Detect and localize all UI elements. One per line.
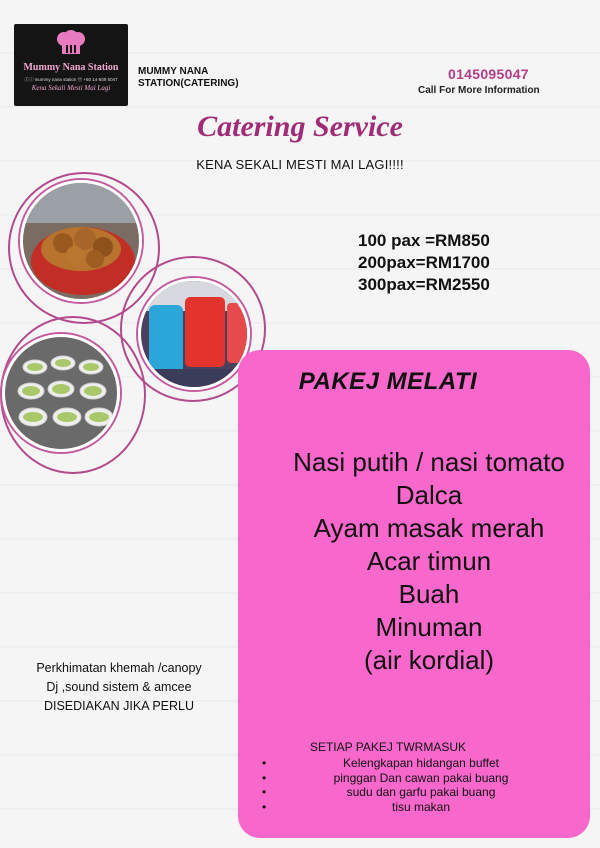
fried-chicken-photo (20, 180, 142, 302)
menu-item: Dalca (395, 480, 463, 510)
includes-title: SETIAP PAKEJ TWRMASUK (309, 740, 467, 754)
bullet-icon: • (262, 799, 267, 814)
price-item: 200pax=RM1700 (358, 253, 490, 272)
tagline: KENA SEKALI MESTI MAI LAGI!!!! (196, 157, 404, 172)
menu-item: Acar timun (366, 546, 492, 576)
price-item: 100 pax =RM850 (358, 231, 490, 250)
cucumber-pickle-photo (2, 334, 120, 452)
extra-services (6, 659, 232, 716)
logo (14, 24, 128, 106)
bullet-icon: • (262, 785, 267, 799)
include-text: sudu dan garfu pakai buang (346, 785, 496, 799)
price-item: 300pax=RM2550 (358, 275, 490, 294)
extra-item: Dj ,sound sistem & amcee (46, 680, 192, 694)
include-text: pinggan Dan cawan pakai buang (333, 770, 509, 785)
chef-hat-icon (56, 30, 86, 56)
menu-item: Nasi putih / nasi tomato (293, 447, 565, 477)
phone-number[interactable]: 0145095047 (448, 66, 529, 82)
list-item (262, 771, 580, 786)
package-menu (258, 446, 600, 677)
menu-item: Buah (398, 579, 460, 609)
menu-item: (air kordial) (363, 645, 495, 675)
package-title: PAKEJ MELATI (298, 368, 478, 395)
bullet-icon: • (262, 756, 267, 770)
list-item (262, 785, 580, 800)
list-item (262, 800, 580, 815)
includes-list (262, 756, 580, 814)
include-text: tisu makan (391, 799, 451, 814)
logo-tagline: Kena Sekali Mesti Mai Lagi (31, 84, 111, 92)
bullet-icon: • (262, 770, 267, 785)
include-text: Kelengkapan hidangan buffet (343, 756, 499, 770)
extra-item: Perkhimatan khemah /canopy (36, 661, 202, 675)
call-info: Call For More Information (418, 85, 540, 96)
drinks-photo (138, 278, 250, 390)
menu-item: Minuman (375, 612, 483, 642)
extra-item: DISEDIAKAN JIKA PERLU (43, 699, 195, 713)
price-list (358, 230, 490, 296)
logo-contact: ⓕⓘ mummy nana station ☏ +60 14-509 5047 (24, 77, 118, 82)
logo-brand: Mummy Nana Station (23, 62, 119, 73)
list-item (262, 756, 580, 771)
menu-item: Ayam masak merah (313, 513, 545, 543)
business-name: MUMMY NANA STATION(CATERING) (138, 66, 239, 89)
page-title: Catering Service (197, 110, 403, 143)
